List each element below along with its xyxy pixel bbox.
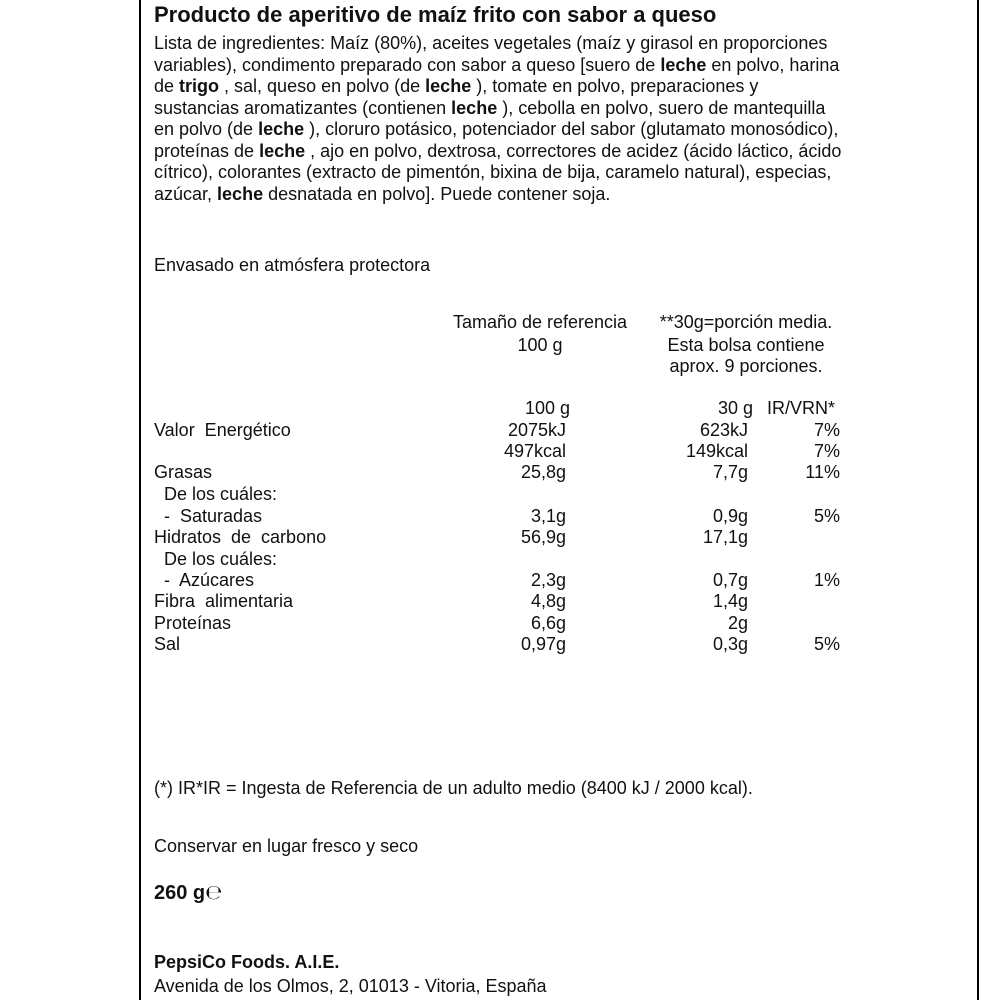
nutrient-value-ir: 11% — [805, 462, 840, 482]
nutrient-label: De los cuáles: — [154, 549, 278, 569]
company-address: Avenida de los Olmos, 2, 01013 - Vitoria, España — [154, 976, 547, 996]
reference-size-value: 100 g — [517, 335, 563, 355]
ingredients-part: ), cloruro potásico, potenciador del sabor (glutamato monosódico), proteínas de — [154, 119, 839, 161]
nutrient-value-portion: 1,4g — [712, 591, 748, 611]
nutrient-label: Sal — [154, 634, 181, 654]
nutrient-label: Grasas — [154, 462, 213, 482]
allergen-milk: leche — [259, 140, 306, 161]
column-header-ir: IR/VRN* — [767, 398, 836, 418]
ingredients-part: ), cebolla en polvo, suero de mantequilla en polvo (de — [154, 97, 826, 139]
nutrient-value-ir: 1% — [813, 570, 840, 590]
allergen-milk: leche — [217, 183, 264, 204]
allergen-milk: leche — [425, 76, 472, 96]
storage-note: Conservar en lugar fresco y seco — [154, 836, 419, 856]
ingredients-part: , ajo en polvo, dextrosa, correctores de acidez (ácido láctico, ácido cítrico), colorantes (extracto de pimentón, bixina de bija, caramelo natural), especias, azúcar, — [154, 140, 842, 204]
nutrient-label: De los cuáles: — [154, 484, 278, 504]
nutrient-label: Proteínas — [154, 613, 232, 633]
nutrient-value-portion: 17,1g — [702, 527, 748, 547]
nutrient-value-100g: 6,6g — [530, 613, 566, 633]
nutrient-label: - Azúcares — [154, 570, 255, 590]
company-name: PepsiCo Foods. A.I.E. — [154, 952, 340, 972]
nutrient-value-portion: 0,3g — [712, 634, 748, 654]
allergen-milk: leche — [258, 119, 305, 139]
ingredients-part: ), tomate en polvo, preparaciones y sustancias aromatizantes (contienen — [154, 76, 759, 118]
nutrient-label: - Saturadas — [154, 506, 263, 526]
nutrient-value-portion: 149kcal — [685, 441, 748, 461]
product-title: Producto de aperitivo de maíz frito con sabor a queso — [154, 2, 717, 27]
ingredients-part: en polvo, harina de — [154, 54, 840, 96]
packaging-note: Envasado en atmósfera protectora — [154, 255, 431, 275]
allergen-wheat: trigo — [179, 76, 220, 96]
nutrient-value-100g: 497kcal — [503, 441, 566, 461]
ingredients-part: desnatada en polvo]. Puede contener soja. — [263, 183, 611, 204]
nutrient-value-portion: 0,7g — [712, 570, 748, 590]
reference-size-label: Tamaño de referencia — [452, 312, 628, 332]
portion-note: **30g=porción media. — [659, 312, 833, 332]
nutrient-value-100g: 25,8g — [520, 462, 566, 482]
nutrient-value-portion: 2g — [727, 613, 748, 633]
column-header-100g: 100 g — [524, 398, 570, 418]
portion-note: aprox. 9 porciones. — [669, 356, 823, 376]
nutrient-label: Fibra alimentaria — [154, 591, 294, 611]
nutrient-value-ir: 7% — [813, 420, 840, 440]
nutrient-value-ir: 5% — [813, 506, 840, 526]
allergen-milk: leche — [660, 54, 707, 75]
nutrient-value-ir: 5% — [813, 634, 840, 654]
nutrient-value-100g: 56,9g — [520, 527, 566, 547]
nutrient-value-100g: 4,8g — [530, 591, 566, 611]
net-weight-value: 260 g — [154, 882, 206, 904]
ingredients-part: , sal, queso en polvo (de — [219, 76, 426, 96]
nutrient-value-ir: 7% — [813, 441, 840, 461]
portion-note: Esta bolsa contiene — [667, 335, 825, 355]
nutrient-value-100g: 0,97g — [520, 634, 566, 654]
nutrient-value-portion: 623kJ — [699, 420, 748, 440]
nutrient-value-100g: 3,1g — [530, 506, 566, 526]
nutrient-value-100g: 2,3g — [530, 570, 566, 590]
nutrient-label: Valor Energético — [154, 420, 291, 440]
nutrient-label: Hidratos de carbono — [154, 527, 327, 547]
column-header-portion: 30 g — [717, 398, 753, 418]
ingredients-list — [154, 33, 844, 205]
nutrient-value-portion: 0,9g — [712, 506, 748, 526]
footnote: (*) IR*IR = Ingesta de Referencia de un adulto medio (8400 kJ / 2000 kcal). — [154, 778, 753, 798]
ingredients-part: Lista de ingredientes: Maíz (80%), aceites vegetales (maíz y girasol en proporciones variables), condimento preparado con sabor a queso [suero de — [154, 33, 828, 75]
net-weight — [154, 880, 222, 905]
allergen-milk: leche — [451, 97, 498, 118]
nutrient-value-portion: 7,7g — [712, 462, 748, 482]
estimate-sign-icon: ℮ — [205, 880, 223, 904]
nutrient-value-100g: 2075kJ — [507, 420, 566, 440]
